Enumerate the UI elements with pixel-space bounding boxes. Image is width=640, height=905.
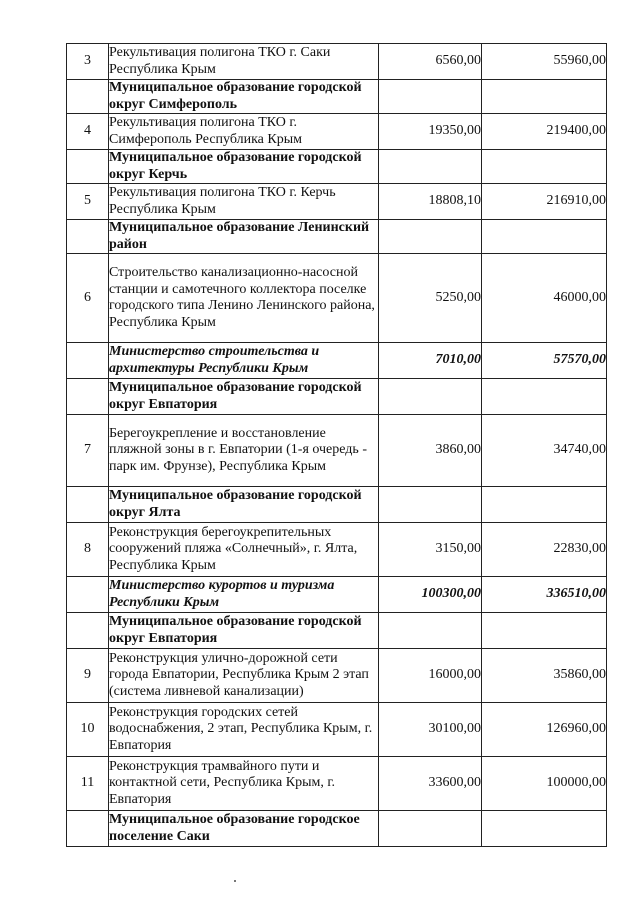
value-col-1 xyxy=(379,80,482,114)
table-row xyxy=(67,44,607,80)
row-name: Рекультивация полигона ТКО г. Керчь Республика Крым xyxy=(109,184,379,220)
value-col-1: 33600,00 xyxy=(379,757,482,811)
row-name: Муниципальное образование городской округ Евпатория xyxy=(109,379,379,415)
value-col-2 xyxy=(482,487,607,523)
ministry-row xyxy=(67,343,607,379)
group-header-row xyxy=(67,80,607,114)
value-col-1: 3150,00 xyxy=(379,523,482,577)
row-name: Муниципальное образование Ленинский район xyxy=(109,220,379,254)
table-row xyxy=(67,703,607,757)
row-name: Муниципальное образование городской округ Симферополь xyxy=(109,80,379,114)
group-header-row xyxy=(67,811,607,847)
value-col-2: 46000,00 xyxy=(482,254,607,343)
row-number: 5 xyxy=(67,184,109,220)
value-col-1 xyxy=(379,811,482,847)
group-header-row xyxy=(67,220,607,254)
value-col-1 xyxy=(379,487,482,523)
row-number: 7 xyxy=(67,415,109,487)
value-col-1 xyxy=(379,613,482,649)
row-name: Берегоукрепление и восстановление пляжной зоны в г. Евпатории (1-я очередь - парк им. Фрунзе), Республика Крым xyxy=(109,415,379,487)
group-header-row xyxy=(67,613,607,649)
funding-table xyxy=(66,43,607,847)
table-row xyxy=(67,415,607,487)
scan-speck xyxy=(234,880,236,882)
row-number xyxy=(67,613,109,649)
value-col-1 xyxy=(379,150,482,184)
row-name: Реконструкция трамвайного пути и контактной сети, Республика Крым, г. Евпатория xyxy=(109,757,379,811)
value-col-1: 16000,00 xyxy=(379,649,482,703)
value-col-2 xyxy=(482,379,607,415)
table-row xyxy=(67,114,607,150)
value-col-1: 5250,00 xyxy=(379,254,482,343)
row-number xyxy=(67,487,109,523)
value-col-2 xyxy=(482,811,607,847)
value-col-2: 35860,00 xyxy=(482,649,607,703)
table-row xyxy=(67,254,607,343)
value-col-1: 18808,10 xyxy=(379,184,482,220)
row-number: 3 xyxy=(67,44,109,80)
row-number: 9 xyxy=(67,649,109,703)
value-col-1: 6560,00 xyxy=(379,44,482,80)
value-col-2 xyxy=(482,150,607,184)
value-col-2: 57570,00 xyxy=(482,343,607,379)
table-row xyxy=(67,523,607,577)
row-name: Муниципальное образование городской округ Евпатория xyxy=(109,613,379,649)
value-col-1: 19350,00 xyxy=(379,114,482,150)
group-header-row xyxy=(67,487,607,523)
group-header-row xyxy=(67,379,607,415)
row-number: 8 xyxy=(67,523,109,577)
row-name: Реконструкция берегоукрепительных сооружений пляжа «Солнечный», г. Ялта, Республика Крым xyxy=(109,523,379,577)
value-col-2: 100000,00 xyxy=(482,757,607,811)
group-header-row xyxy=(67,150,607,184)
table-row xyxy=(67,757,607,811)
value-col-1: 30100,00 xyxy=(379,703,482,757)
value-col-2 xyxy=(482,80,607,114)
ministry-row xyxy=(67,577,607,613)
row-name: Рекультивация полигона ТКО г. Симферополь Республика Крым xyxy=(109,114,379,150)
value-col-1 xyxy=(379,379,482,415)
row-number: 10 xyxy=(67,703,109,757)
table-body xyxy=(67,44,607,847)
value-col-1: 3860,00 xyxy=(379,415,482,487)
value-col-2: 219400,00 xyxy=(482,114,607,150)
row-name: Министерство курортов и туризма Республики Крым xyxy=(109,577,379,613)
row-name: Строительство канализационно-насосной станции и самотечного коллектора поселке городского типа Ленино Ленинского района, Республика Крым xyxy=(109,254,379,343)
value-col-2: 34740,00 xyxy=(482,415,607,487)
row-name: Реконструкция улично-дорожной сети города Евпатории, Республика Крым 2 этап (система ливневой канализации) xyxy=(109,649,379,703)
row-name: Муниципальное образование городское поселение Саки xyxy=(109,811,379,847)
value-col-2: 126960,00 xyxy=(482,703,607,757)
value-col-2 xyxy=(482,220,607,254)
row-name: Министерство строительства и архитектуры Республики Крым xyxy=(109,343,379,379)
table-row xyxy=(67,649,607,703)
row-number xyxy=(67,577,109,613)
value-col-2: 216910,00 xyxy=(482,184,607,220)
value-col-1: 100300,00 xyxy=(379,577,482,613)
row-number: 4 xyxy=(67,114,109,150)
row-number xyxy=(67,343,109,379)
value-col-2: 55960,00 xyxy=(482,44,607,80)
row-number xyxy=(67,80,109,114)
row-number xyxy=(67,379,109,415)
row-name: Муниципальное образование городской округ Керчь xyxy=(109,150,379,184)
value-col-2: 336510,00 xyxy=(482,577,607,613)
value-col-1 xyxy=(379,220,482,254)
row-name: Рекультивация полигона ТКО г. Саки Республика Крым xyxy=(109,44,379,80)
row-number xyxy=(67,150,109,184)
row-number xyxy=(67,220,109,254)
value-col-2 xyxy=(482,613,607,649)
value-col-1: 7010,00 xyxy=(379,343,482,379)
value-col-2: 22830,00 xyxy=(482,523,607,577)
row-name: Реконструкция городских сетей водоснабжения, 2 этап, Республика Крым, г. Евпатория xyxy=(109,703,379,757)
row-number xyxy=(67,811,109,847)
row-number: 11 xyxy=(67,757,109,811)
table-row xyxy=(67,184,607,220)
row-name: Муниципальное образование городской округ Ялта xyxy=(109,487,379,523)
row-number: 6 xyxy=(67,254,109,343)
